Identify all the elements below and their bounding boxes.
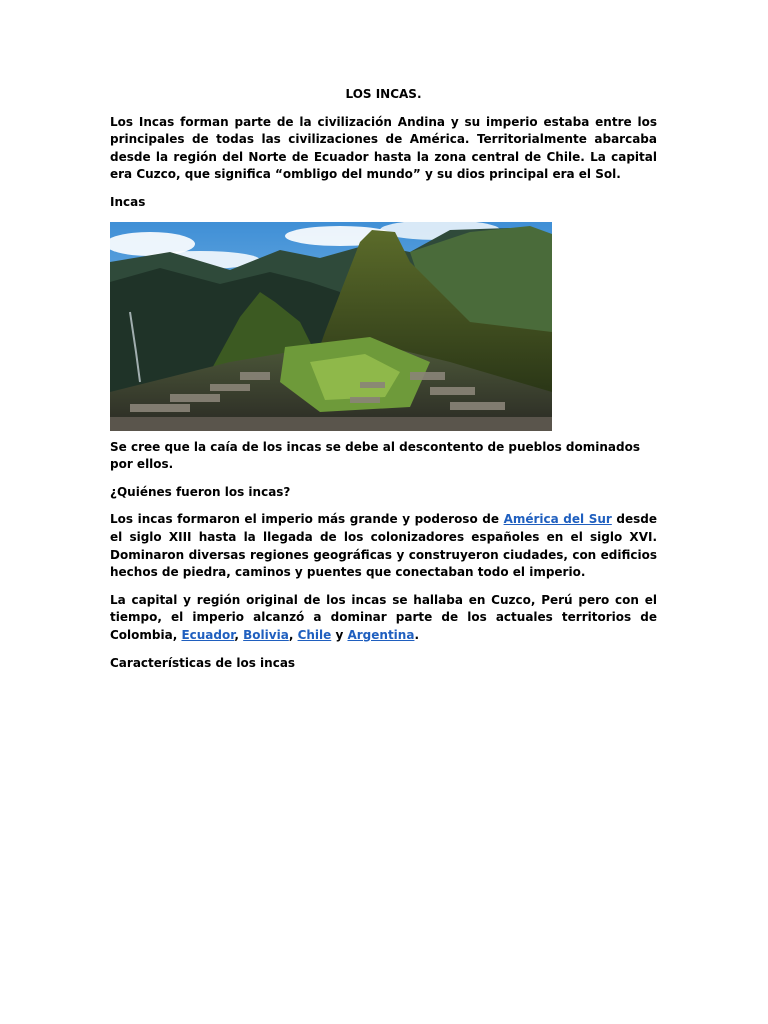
question-heading: ¿Quiénes fueron los incas?: [110, 484, 291, 499]
separator-1: ,: [234, 627, 244, 642]
photo-caption: Se cree que la caía de los incas se debe al descontento de pueblos dominados por ellos.: [110, 439, 640, 472]
machu-picchu-illustration: [110, 222, 552, 431]
intro-paragraph: Los Incas forman parte de la civilización Andina y su imperio estaba entre los principales de todas las civilizaciones de América. Territorialmente abarcaba desde la región del Norte de Ecuador hasta la zona central de Chile. La capital era Cuzco, que significa “ombligo del mundo” y su dios principal era el Sol.: [110, 114, 657, 182]
document-title: LOS INCAS.: [345, 87, 422, 101]
characteristics-heading: Características de los incas: [110, 655, 296, 670]
machu-picchu-photo: [110, 222, 552, 431]
link-chile[interactable]: Chile: [297, 627, 332, 642]
link-argentina[interactable]: Argentina: [347, 627, 415, 642]
section-heading-incas: Incas: [110, 194, 146, 209]
link-ecuador[interactable]: Ecuador: [181, 627, 235, 642]
link-bolivia[interactable]: Bolivia: [243, 627, 289, 642]
document-content: [110, 86, 657, 682]
territory-text-start: La capital y región original de los incas se hallaba en Cuzco, Perú pero con el tiempo, el imperio alcanzó a dominar parte de los actuales territorios de Colombia,: [110, 592, 657, 642]
separator-3: y: [331, 627, 348, 642]
history-text-end: desde el siglo XIII hasta la llegada de los colonizadores españoles en el siglo XVI. Dominaron diversas regiones geográficas y construyeron ciudades, con edificios hechos de piedra, caminos y puentes que conectaban todo el imperio.: [110, 512, 657, 580]
territory-paragraph: [110, 592, 657, 645]
link-america-del-sur[interactable]: América del Sur: [503, 512, 612, 527]
territory-text-end: .: [414, 627, 419, 642]
history-text-start: Los incas formaron el imperio más grande y poderoso de: [110, 512, 504, 527]
history-paragraph: [110, 511, 657, 581]
separator-2: ,: [288, 627, 298, 642]
